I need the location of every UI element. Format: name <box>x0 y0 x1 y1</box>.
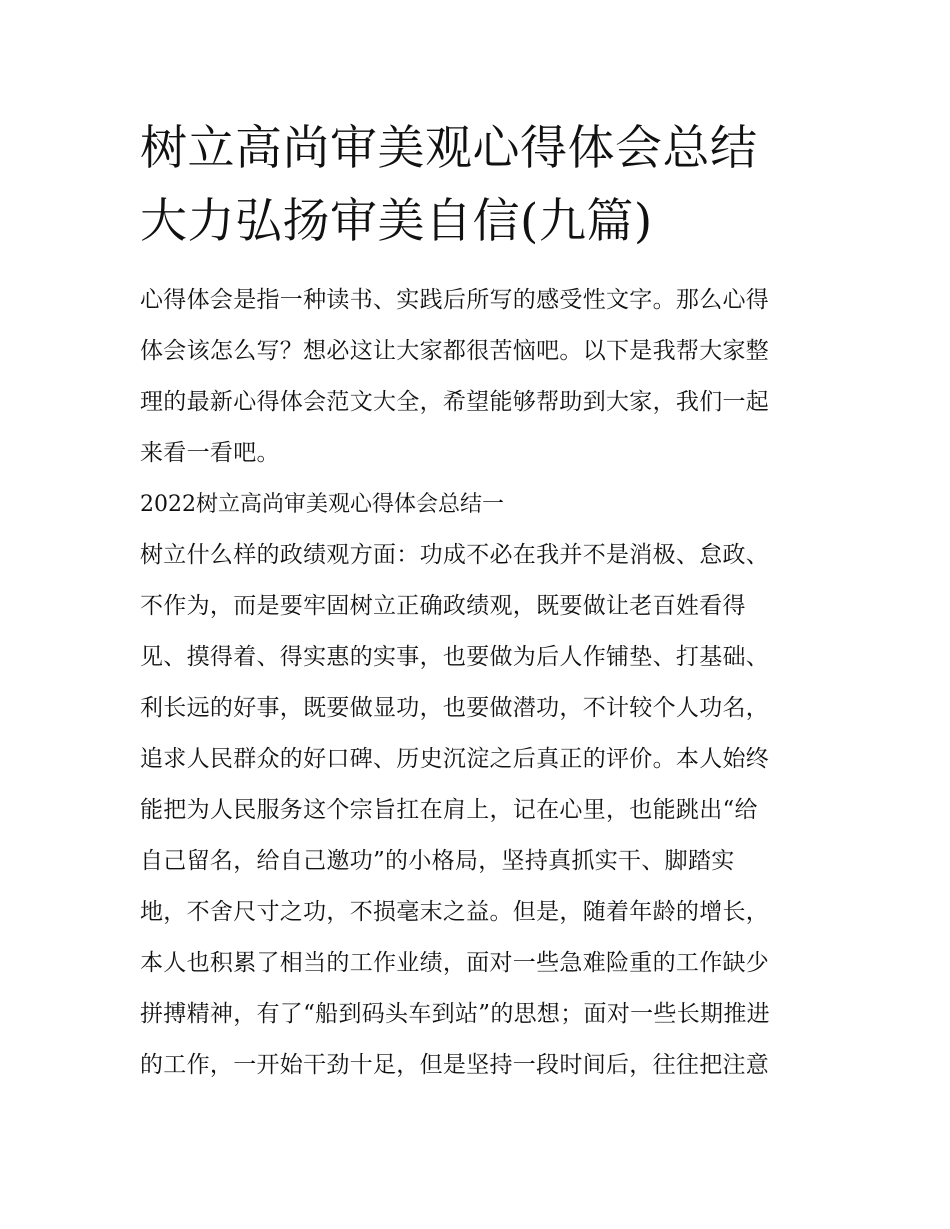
document-body <box>140 275 820 1091</box>
title-line-2: 大力弘扬审美自信(九篇) <box>140 194 653 249</box>
document-title <box>140 112 820 258</box>
section-line-8: 地，不舍尺寸之功，不损毫末之益。但是，随着年龄的增长， <box>140 899 770 925</box>
section-line-11: 的工作，一开始干劲十足，但是坚持一段时间后，往往把注意 <box>140 1052 770 1078</box>
intro-line-4: 来看一看吧。 <box>140 440 280 466</box>
intro-line-3: 理的最新心得体会范文大全，希望能够帮助到大家，我们一起 <box>140 389 770 415</box>
section-line-1: 树立什么样的政绩观方面：功成不必在我并不是消极、怠政、 <box>140 542 770 568</box>
section-line-6: 能把为人民服务这个宗旨扛在肩上，记在心里，也能跳出“给 <box>140 797 758 823</box>
intro-line-2: 体会该怎么写？想必这让大家都很苦恼吧。以下是我帮大家整 <box>140 338 770 364</box>
section-line-10: 拼搏精神，有了“船到码头车到站”的思想；面对一些长期推进 <box>140 1001 770 1027</box>
title-line-1: 树立高尚审美观心得体会总结 <box>140 121 758 176</box>
section-line-4: 利长远的好事，既要做显功，也要做潜功，不计较个人功名， <box>140 695 770 721</box>
section-line-7: 自己留名，给自己邀功”的小格局，坚持真抓实干、脚踏实 <box>140 848 735 874</box>
section-line-5: 追求人民群众的好口碑、历史沉淀之后真正的评价。本人始终 <box>140 746 770 772</box>
section-line-3: 见、摸得着、得实惠的实事，也要做为后人作铺垫、打基础、 <box>140 644 770 670</box>
intro-line-1: 心得体会是指一种读书、实践后所写的感受性文字。那么心得 <box>140 287 770 313</box>
section-line-9: 本人也积累了相当的工作业绩，面对一些急难险重的工作缺少 <box>140 950 770 976</box>
section-line-2: 不作为，而是要牢固树立正确政绩观，既要做让老百姓看得 <box>140 593 746 619</box>
section-heading: 2022树立高尚审美观心得体会总结一 <box>140 492 504 517</box>
